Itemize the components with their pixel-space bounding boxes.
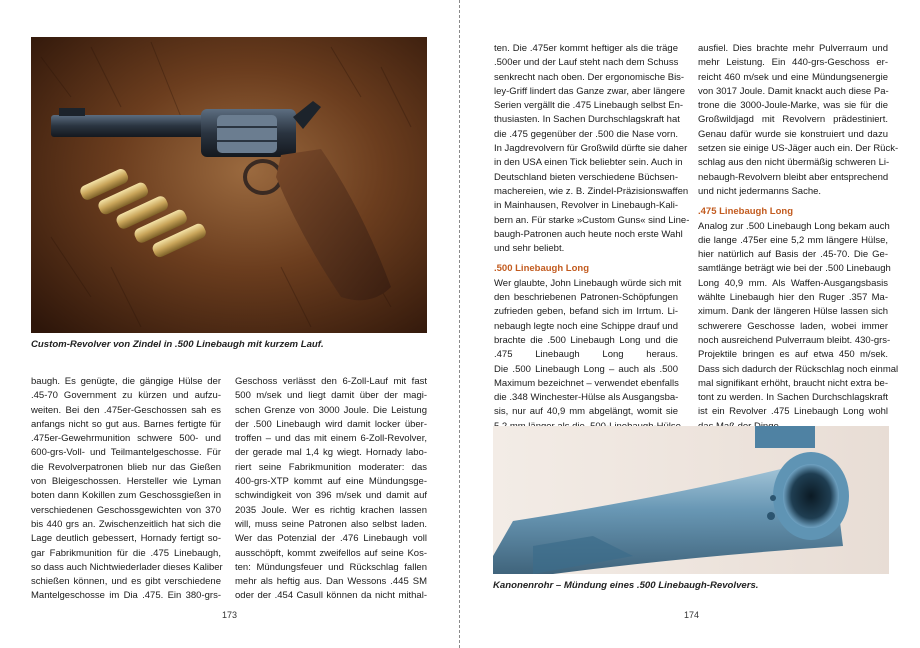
text-line: troffen – und das mit einem 6-Zoll-Revolver,: [235, 433, 427, 445]
text-line: Analog zur .500 Linebaugh Long bekam auch: [698, 220, 890, 232]
text-line: anfangs nicht so gut aus. Barnes fertigte für: [31, 418, 221, 430]
text-line: die Revolverpatronen blieb nur das Gießen: [31, 461, 221, 473]
right-text-column-2: [698, 42, 899, 434]
text-line: ximum. Dank der längeren Hülse lassen sich: [698, 306, 888, 318]
text-line: 600-grs-Voll- und Teilmantelgeschosse. Für: [31, 447, 221, 459]
text-line: noch ausreichend Pulverraum bleibt. 430-grs-: [698, 334, 891, 346]
text-line: oder der .454 Casull können da nicht mithal-: [235, 590, 427, 602]
text-line: von Bleigeschossen. Hersteller wie Lyman: [31, 476, 221, 488]
text-line: von 3017 Joule. Damit knackt auch diese Pa-: [698, 85, 889, 97]
text-line: 2035 Joule. Wer es richtig krachen lassen: [235, 504, 427, 516]
text-line: ten: Mündungsfeuer und Rückschlag fallen: [235, 561, 427, 573]
text-line: 500 m/sek und liegt damit über der magi-: [235, 390, 427, 402]
text-line: Serien vergällt die .475 Linebaugh selbst En-: [494, 100, 684, 112]
section-heading-475-linebaugh-long: .475 Linebaugh Long: [698, 206, 794, 218]
text-line: tont zu werden. In Sachen Durchschlagskraft: [698, 392, 888, 404]
text-line: Wer glaubte, John Linebaugh würde sich mit: [494, 277, 682, 289]
text-line: .475er-Gewehrmunition schwere 500- und: [31, 433, 221, 445]
text-line: In Jagdrevolvern für Großwild dürfte sie daher: [494, 143, 688, 155]
text-line: bis 440 grs an. Zwischenzeitlich hat sich die: [31, 518, 221, 530]
text-line: ausfiel. Dies brachte mehr Pulverraum und: [698, 43, 888, 54]
text-line: 400-grs-XTP kommt auf eine Mündungsge-: [235, 476, 427, 488]
left-photo-caption: Custom-Revolver von Zindel in .500 Linebaugh mit kurzem Lauf.: [31, 339, 324, 350]
text-line: Maximum bezeichnet – verwendet ebenfalls: [494, 377, 679, 389]
text-line: die lange .475er eine 5,2 mm längere Hülse,: [698, 234, 888, 246]
text-line: in Mainhausen, Revolver in Linebaugh-Kali-: [494, 200, 678, 212]
text-line: brachte die .500 Linebaugh Long und die: [494, 334, 678, 346]
text-line: .45-70 Government zu kürzen und aufzu-: [31, 390, 221, 402]
text-line: reicht 460 m/sek und eine Mündungsenergie: [698, 71, 888, 83]
text-line: der gerade mal 1,4 kg wiegt. Hornady labo-: [235, 447, 427, 459]
text-line: Dass sich dadurch der Rückschlag noch einmal: [698, 363, 899, 375]
text-line: will, muss seine Patronen also selbst laden.: [235, 518, 427, 530]
text-line: schlag aus den nicht übermäßig schweren Li-: [698, 157, 890, 169]
text-line: baugh. Es genügte, die gängige Hülse der: [31, 376, 221, 387]
right-text-column-1: [494, 42, 690, 434]
text-line: schen Grenze von 3000 Joule. Die Leistung: [235, 404, 427, 416]
text-line: Großwildjagd mit Revolvern prädestiniert.: [698, 114, 888, 126]
text-line: Projektile bringen es auf etwa 450 m/sek.: [698, 349, 888, 361]
text-line: boten dann Kokillen zum Geschossgießen in: [31, 490, 221, 502]
right-photo-caption: Kanonenrohr – Mündung eines .500 Linebaugh-Revolvers.: [493, 580, 759, 591]
text-line: .475 Linebaugh Long heraus.: [494, 349, 678, 361]
text-line: mehr als heftig aus. Dan Wessons .445 SM: [235, 576, 427, 588]
muzzle-photo: [493, 426, 889, 574]
text-line: Wer das Potenzial der .476 Linebaugh voll: [235, 533, 427, 545]
text-line: Mantelgeschosse im Dia .475. Ein 380-grs-: [31, 590, 221, 602]
left-text-column-2: [235, 375, 427, 604]
text-line: nebaugh legte noch eine Schippe drauf und: [494, 320, 678, 332]
left-text-column-1: [31, 375, 221, 604]
text-line: thusiasten. In Sachen Durchschlagskraft hat: [494, 114, 680, 126]
text-line: mehr Leistung. Ein 440-grs-Geschoss er-: [698, 57, 888, 69]
text-line: zufrieden geben, befand sich im Irrtum. Li-: [494, 306, 678, 318]
text-line: bern an. Für starke »Custom Guns« sind Line-: [494, 214, 690, 226]
section-heading-500-linebaugh-long: .500 Linebaugh Long: [494, 263, 590, 275]
text-line: machereien, wie z. B. Zindel-Präzisionswaffen: [494, 185, 689, 197]
text-line: wählte Linebaugh hier den Ruger .357 Ma-: [698, 292, 888, 304]
text-line: gar Fabrikmunition für die .475 Linebaugh,: [31, 547, 221, 559]
text-line: ist ein Revolver .475 Linebaugh Long wohl: [698, 406, 888, 418]
text-line: trone die 3000-Joule-Marke, was sie für die: [698, 100, 888, 112]
text-line: schießen können, und es gibt verschiedene: [31, 576, 221, 588]
text-line: Geschoss verlässt den 6-Zoll-Lauf mit fast: [235, 376, 427, 387]
text-line: so dass auch Nichtwiederlader dieses Kaliber: [31, 561, 223, 573]
text-line: .500er und der Lauf steht nach dem Schuss: [494, 57, 679, 69]
text-line: ley-Griff lindert das Ganze zwar, aber längere: [494, 85, 685, 97]
text-line: baugh-Patronen auch heute noch erste Wahl: [494, 228, 683, 240]
text-line: Die .500 Linebaugh Long – auch als .500: [494, 363, 678, 375]
text-line: Lage deutlich gebessert, Hornady fertigt so-: [31, 533, 221, 545]
page-number-left: 173: [222, 610, 238, 620]
text-line: weiten. Bei den .475er-Geschossen sah es: [31, 404, 221, 416]
text-line: nebaugh-Revolvern bleibt aber entsprechend: [698, 171, 889, 183]
text-line: der .500 Linebaugh wird damit locker über-: [235, 418, 427, 430]
text-line: samtlänge beträgt wie bei der .500 Linebaugh: [698, 263, 891, 275]
text-line: Deutschland bieten verschiedene Büchsen-: [494, 171, 678, 183]
text-line: schwindigkeit von 396 m/sek und damit auf: [235, 490, 427, 502]
revolver-photo: [31, 37, 427, 333]
page-number-right: 174: [684, 610, 700, 620]
text-line: senkrecht nach oben. Der ergonomische Bis-: [494, 71, 685, 83]
text-line: schwerere Geschosse laden, wobei immer: [698, 320, 888, 332]
text-line: sis, nur auf 40,9 mm abgelängt, womit sie: [494, 406, 678, 418]
text-line: hier natürlich auf Basis der .45-70. Die Ge-: [698, 249, 888, 261]
text-line: Long 40,9 mm. Als Waffen-Ausgangsbasis: [698, 277, 888, 289]
text-line: die .348 Winchester-Hülse als Ausgangsba-: [494, 392, 679, 404]
text-line: und sehr beliebt.: [494, 243, 565, 255]
text-line: ten. Die .475er kommt heftiger als die träge: [494, 43, 678, 54]
text-line: ausschöpft, kommt zweifellos auf seine Kos-: [235, 547, 427, 559]
text-line: mal signifikant erhöht, braucht nicht extra be-: [698, 377, 888, 389]
text-line: die .475 gegenüber der .500 die Nase vorn.: [494, 128, 678, 140]
text-line: riert seine Fabrikmunition moderater: das: [235, 461, 427, 473]
text-line: verschiedenen Geschossgewichten von 370: [31, 504, 221, 516]
text-line: den beschriebenen Patronen-Schöpfungen: [494, 292, 678, 304]
text-line: in den USA einen Tick beliebter sein. Auch in: [494, 157, 683, 169]
text-line: setzen sie einige US-Jäger auch ein. Der Rück-: [698, 143, 899, 155]
text-line: Genau dafür wurde sie konstruiert und dazu: [698, 128, 888, 140]
page-gutter: [459, 0, 460, 648]
text-line: und nicht jedermanns Sache.: [698, 185, 822, 197]
